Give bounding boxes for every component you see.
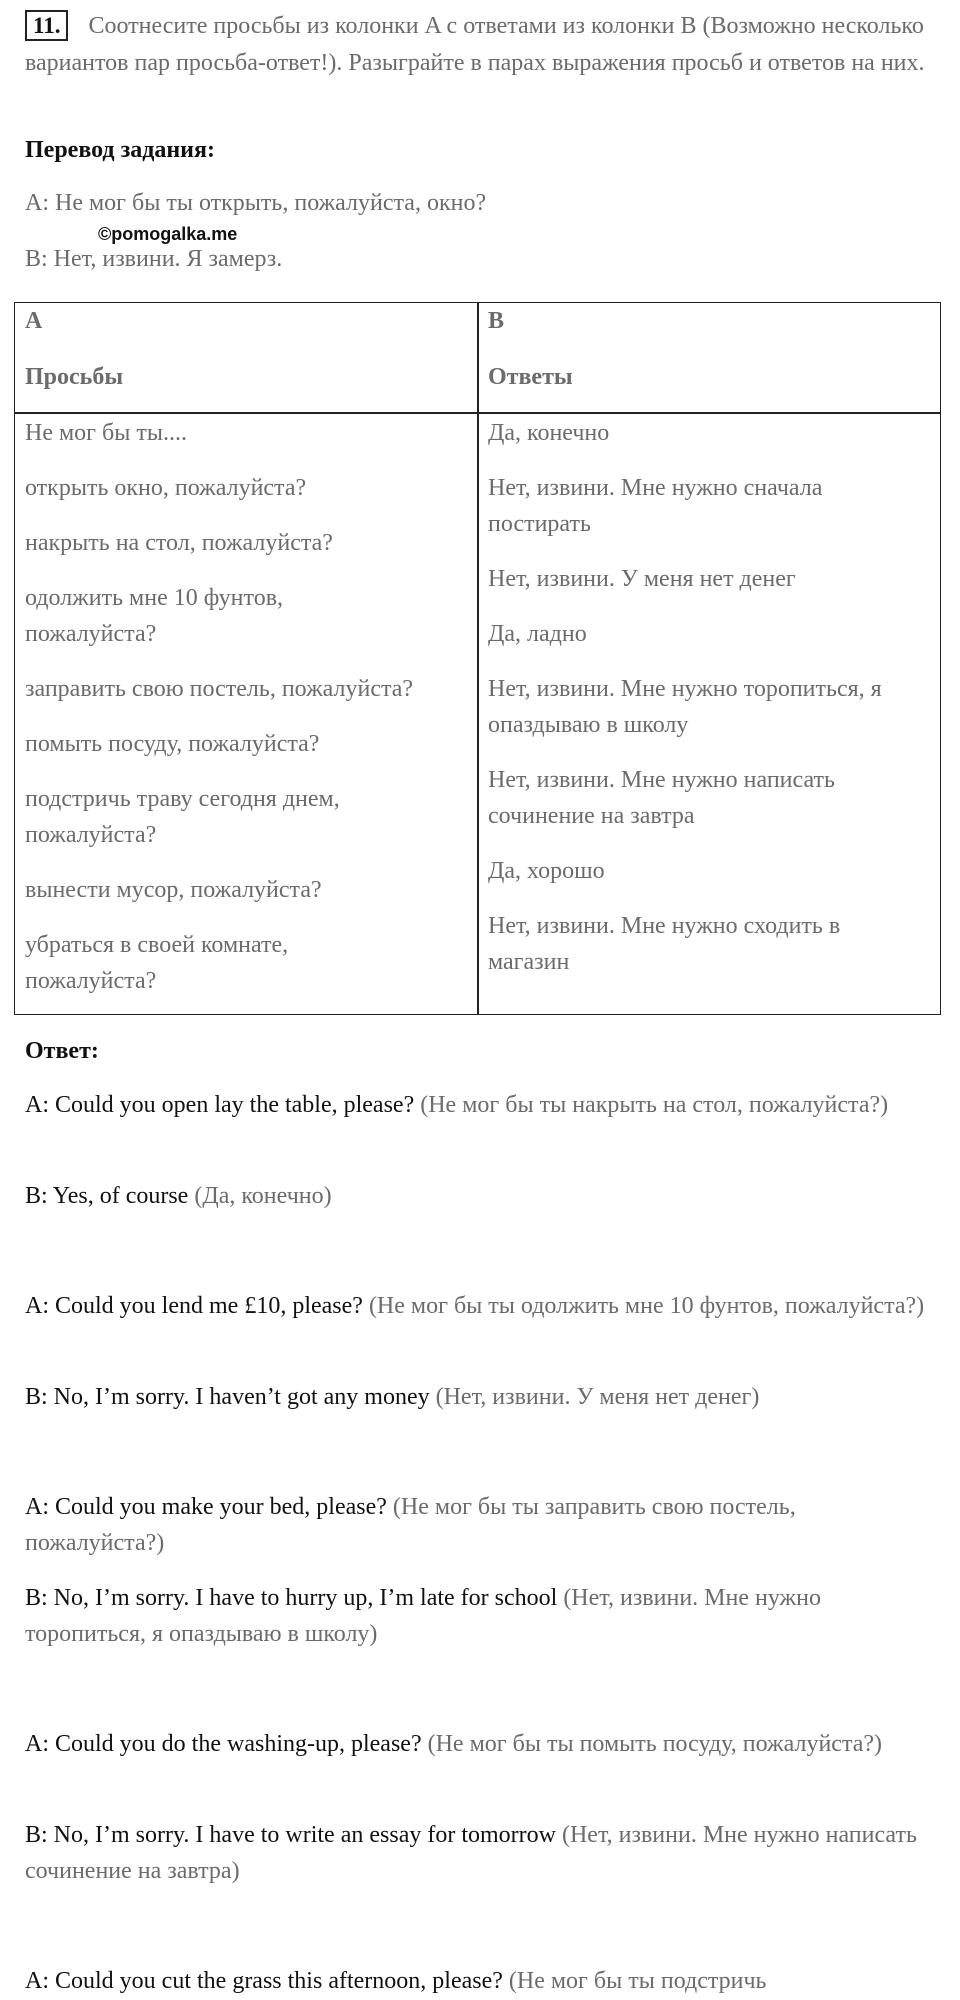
response-item: Нет, извини. Мне нужно торопиться, я опаздываю в школу [488, 676, 882, 738]
answer-english: B: No, I’m sorry. I have to hurry up, I’m late for school [25, 1585, 558, 1611]
answer-english: B: No, I’m sorry. I haven’t got any money [25, 1384, 430, 1410]
response-item: Нет, извини. Мне нужно сходить в магазин [488, 913, 841, 975]
answer-translation: (Нет, извини. У меня нет денег) [435, 1384, 760, 1410]
answer-translation: (Нет, извини. Мне нужно торопиться, я опаздываю в школу) [25, 1585, 821, 1647]
answer-line-a [25, 1087, 935, 1123]
translation-heading: Перевод задания: [25, 137, 215, 163]
request-item: открыть окно, пожалуйста? [25, 475, 307, 501]
matching-table [14, 302, 941, 1015]
table-column-divider [477, 303, 479, 1014]
answer-line-a [25, 1288, 935, 1324]
answer-translation: (Не мог бы ты подстричь [508, 1968, 767, 1994]
translation-example-a: A: Не мог бы ты открыть, пожалуйста, окно? [25, 190, 487, 216]
answer-english: A: Could you make your bed, please? [25, 1494, 387, 1520]
answer-english: A: Could you open lay the table, please? [25, 1092, 415, 1118]
task-instruction [25, 8, 925, 82]
answer-line-b [25, 1178, 935, 1214]
answer-line-b [25, 1580, 935, 1652]
response-item: Нет, извини. Мне нужно написать сочинение на завтра [488, 767, 835, 829]
answer-english: B: Yes, of course [25, 1183, 189, 1209]
answer-translation: (Не мог бы ты одолжить мне 10 фунтов, пожалуйста?) [368, 1293, 925, 1319]
column-b-letter: B [488, 308, 505, 334]
answer-english: A: Could you do the washing-up, please? [25, 1731, 422, 1757]
column-a-title: Просьбы [25, 364, 124, 390]
watermark: ©pomogalka.me [98, 224, 238, 244]
request-item: подстричь траву сегодня днем, пожалуйста? [25, 786, 340, 848]
answer-heading: Ответ: [25, 1038, 99, 1064]
table-header-divider [15, 412, 940, 414]
answer-line-a [25, 1489, 935, 1561]
request-item: заправить свою постель, пожалуйста? [25, 676, 414, 702]
answer-translation: (Не мог бы ты накрыть на стол, пожалуйста?) [420, 1092, 889, 1118]
task-number: 11. [25, 10, 68, 41]
column-a-letter: A [25, 308, 43, 334]
request-item: вынести мусор, пожалуйста? [25, 877, 322, 903]
response-item: Нет, извини. У меня нет денег [488, 566, 796, 592]
column-b-title: Ответы [488, 364, 573, 390]
answer-english: B: No, I’m sorry. I have to write an essay for tomorrow [25, 1822, 556, 1848]
request-item: помыть посуду, пожалуйста? [25, 731, 320, 757]
request-item: убраться в своей комнате, пожалуйста? [25, 932, 289, 994]
response-item: Да, хорошо [488, 858, 605, 884]
request-item: одолжить мне 10 фунтов, пожалуйста? [25, 585, 284, 647]
response-item: Да, ладно [488, 621, 587, 647]
response-item: Да, конечно [488, 420, 610, 446]
request-item: накрыть на стол, пожалуйста? [25, 530, 333, 556]
answer-english: A: Could you lend me £10, please? [25, 1293, 363, 1319]
request-item: Не мог бы ты.... [25, 420, 187, 446]
answer-line-b [25, 1817, 935, 1889]
answer-translation: (Да, конечно) [194, 1183, 332, 1209]
answer-translation: (Не мог бы ты помыть посуду, пожалуйста?) [427, 1731, 883, 1757]
translation-example-b: B: Нет, извини. Я замерз. [25, 246, 283, 272]
answer-line-a [25, 1963, 935, 1999]
answer-translation: (Нет, извини. Мне нужно написать сочинение на завтра) [25, 1822, 917, 1884]
answer-line-b [25, 1379, 935, 1415]
answer-translation: (Не мог бы ты заправить свою постель, пожалуйста?) [25, 1494, 796, 1556]
response-item: Нет, извини. Мне нужно сначала постирать [488, 475, 823, 537]
answer-line-a [25, 1726, 935, 1762]
answer-english: A: Could you cut the grass this afternoon, please? [25, 1968, 503, 1994]
task-instruction-text: Соотнесите просьбы из колонки A с ответами из колонки B (Возможно несколько вариантов пар просьба-ответ!). Разыграйте в парах выражения просьб и ответов на них. [25, 13, 925, 76]
